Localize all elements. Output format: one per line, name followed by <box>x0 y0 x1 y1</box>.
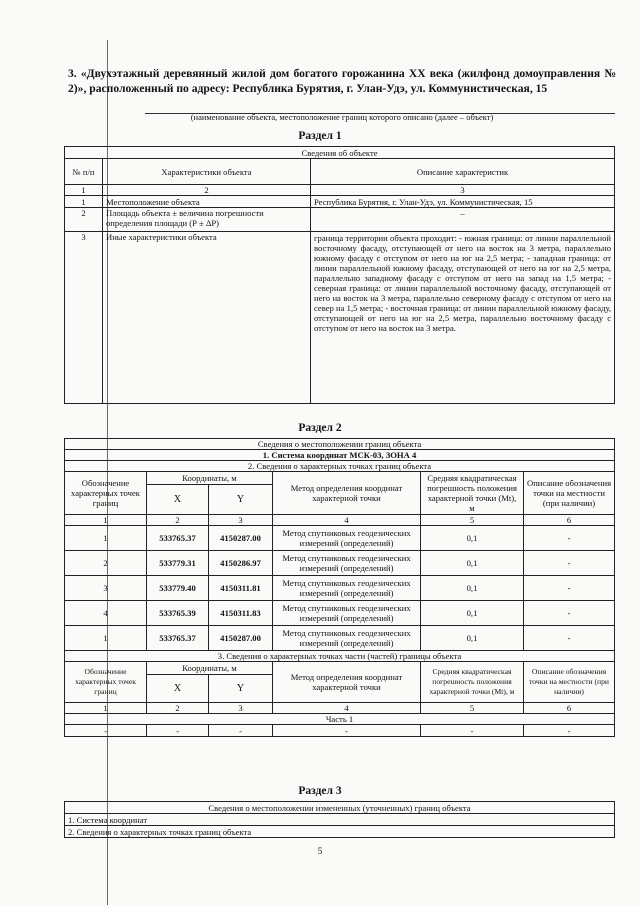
point-id: 3 <box>65 576 147 601</box>
table-row <box>65 601 615 626</box>
object-heading: 3. «Двухэтажный деревянный жилой дом богатого горожанина XX века (жилфонд домоуправления № 2)», расположенный по адресу: Республика Бурятия, г. Улан-Удэ, ул. Коммунистическая, 15 <box>68 67 616 95</box>
row-num: 3 <box>65 232 103 404</box>
section2-table-title: Сведения о местоположении границ объекта <box>65 439 615 450</box>
row-num: 2 <box>65 208 103 232</box>
row-value: Республика Бурятия, г. Улан-Удэ, ул. Коммунистическая, 15 <box>311 196 615 208</box>
part-cell: - <box>209 725 273 737</box>
point-y: 4150311.83 <box>209 601 273 626</box>
point-x: 533765.37 <box>147 526 209 551</box>
row-name: Площадь объекта ± величина погрешности определения площади (Р ± ΔР) <box>103 208 311 232</box>
section3-table-title: Сведения о местоположении измененных (уточненных) границ объекта <box>65 802 615 814</box>
point-description: - <box>524 576 615 601</box>
table-row <box>65 576 615 601</box>
part-cell: - <box>65 725 147 737</box>
header-description: Описание обозначения точки на местности (при наличии) <box>524 662 615 703</box>
col-num-1: 1 <box>65 515 147 526</box>
col-num-5: 5 <box>421 703 524 714</box>
header-x: X <box>147 485 209 515</box>
section3-row-coordinate-system: 1. Система координат <box>65 814 615 826</box>
point-method: Метод спутниковых геодезических измерений (определений) <box>273 601 421 626</box>
row-name: Местоположение объекта <box>103 196 311 208</box>
part-cell: - <box>524 725 615 737</box>
col-num-3: 3 <box>209 515 273 526</box>
col-num-1: 1 <box>65 185 103 196</box>
page-number: 5 <box>317 846 323 856</box>
point-method: Метод спутниковых геодезических измерений (определений) <box>273 551 421 576</box>
point-id: 4 <box>65 601 147 626</box>
table-row <box>65 725 615 737</box>
point-method: Метод спутниковых геодезических измерений (определений) <box>273 626 421 651</box>
point-error: 0,1 <box>421 626 524 651</box>
point-error: 0,1 <box>421 601 524 626</box>
point-id: 2 <box>65 551 147 576</box>
table-row <box>65 208 615 232</box>
col-num-1: 1 <box>65 703 147 714</box>
header-coordinates: Координаты, м <box>147 472 273 485</box>
object-heading-note: (наименование объекта, местоположение границ которого описано (далее – объект) <box>190 112 494 122</box>
point-x: 533779.40 <box>147 576 209 601</box>
header-x: X <box>147 675 209 703</box>
table-row <box>65 626 615 651</box>
point-y: 4150287.00 <box>209 626 273 651</box>
table-row <box>65 196 615 208</box>
header-point-designation: Обозначение характерных точек границ <box>65 472 147 515</box>
col-num-2: 2 <box>147 515 209 526</box>
section1-table <box>64 146 615 404</box>
point-y: 4150311.81 <box>209 576 273 601</box>
section3-row-points: 2. Сведения о характерных точках границ объекта <box>65 826 615 838</box>
point-id: 1 <box>65 526 147 551</box>
header-y: Y <box>209 485 273 515</box>
col-num-3: 3 <box>311 185 615 196</box>
point-description: - <box>524 626 615 651</box>
header-method: Метод определения координат характерной точки <box>273 472 421 515</box>
col-header-description: Описание характеристик <box>311 159 615 185</box>
section3-table <box>64 801 615 838</box>
col-num-2: 2 <box>103 185 311 196</box>
point-x: 533765.37 <box>147 626 209 651</box>
part-label: Часть 1 <box>65 714 615 725</box>
point-method: Метод спутниковых геодезических измерений (определений) <box>273 576 421 601</box>
table-row <box>65 526 615 551</box>
point-y: 4150287.00 <box>209 526 273 551</box>
coordinate-system: 1. Система координат МСК-03, ЗОНА 4 <box>65 450 615 461</box>
point-x: 533765.39 <box>147 601 209 626</box>
point-description: - <box>524 551 615 576</box>
section2-table <box>64 438 615 737</box>
header-error: Средняя квадратическая погрешность положения характерной точки (Мt), м <box>421 662 524 703</box>
header-point-designation: Обозначение характерных точек границ <box>65 662 147 703</box>
header-method: Метод определения координат характерной точки <box>273 662 421 703</box>
header-description: Описание обозначения точки на местности (при наличии) <box>524 472 615 515</box>
row-value: граница территории объекта проходит: - южная граница: от линии параллельной восточному фасаду, отступающей от него на восток на 3 метра, параллельно южному фасаду с отступом от него на юг на 2,5 метра; - западная граница: от линии параллельной южному фасаду, отступающей от него на юг на 2,5 метра, параллельно западному фасаду с отступом от него на запад на 1,5 метра; - северная граница: от линии параллельной восточному фасаду, отступающей от него на восток на 3 метра, параллельно северному фасаду с отступом от него на север на 1,5 метра; - восточная граница: от линии параллельной южному фасаду, отступающей от него на юг на 2,5 метра, параллельно восточному фасаду с отступом от него на восток на 3 метра. <box>311 232 615 404</box>
row-value: – <box>311 208 615 232</box>
header-coordinates: Координаты, м <box>147 662 273 675</box>
row-num: 1 <box>65 196 103 208</box>
boundary-points-subtitle: 2. Сведения о характерных точках границ объекта <box>65 461 615 472</box>
point-error: 0,1 <box>421 576 524 601</box>
section2-title: Раздел 2 <box>298 422 342 434</box>
col-num-3: 3 <box>209 703 273 714</box>
part-cell: - <box>273 725 421 737</box>
table-row <box>65 232 615 404</box>
col-num-4: 4 <box>273 703 421 714</box>
point-error: 0,1 <box>421 526 524 551</box>
part-cell: - <box>421 725 524 737</box>
point-id: 1 <box>65 626 147 651</box>
section1-table-title: Сведения об объекте <box>65 147 615 159</box>
col-num-6: 6 <box>524 703 615 714</box>
section3-title: Раздел 3 <box>298 785 342 797</box>
point-x: 533779.31 <box>147 551 209 576</box>
col-num-2: 2 <box>147 703 209 714</box>
point-description: - <box>524 526 615 551</box>
point-method: Метод спутниковых геодезических измерений (определений) <box>273 526 421 551</box>
point-y: 4150286.97 <box>209 551 273 576</box>
col-num-6: 6 <box>524 515 615 526</box>
header-y: Y <box>209 675 273 703</box>
col-num-5: 5 <box>421 515 524 526</box>
section1-title: Раздел 1 <box>298 130 342 142</box>
header-error: Средняя квадратическая погрешность положения характерной точки (Мt), м <box>421 472 524 515</box>
point-description: - <box>524 601 615 626</box>
col-header-characteristic: Характеристики объекта <box>103 159 311 185</box>
part-cell: - <box>147 725 209 737</box>
col-num-4: 4 <box>273 515 421 526</box>
point-error: 0,1 <box>421 551 524 576</box>
row-name: Иные характеристики объекта <box>103 232 311 404</box>
col-header-num: № п/п <box>65 159 103 185</box>
part-points-subtitle: 3. Сведения о характерных точках части (частей) границы объекта <box>65 651 615 662</box>
table-row <box>65 551 615 576</box>
